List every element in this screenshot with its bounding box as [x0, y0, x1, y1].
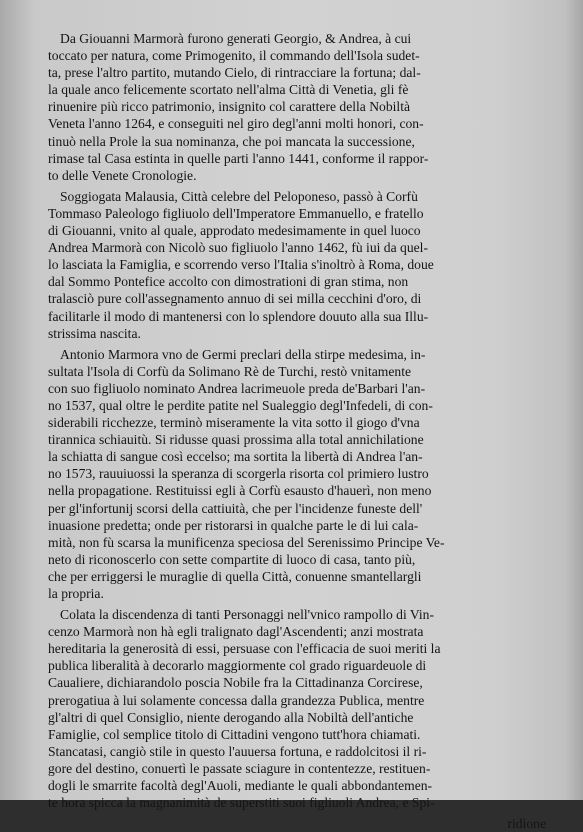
text-line: tirannica schiauitù. Si ridusse quasi prossima alla total annichilatione — [48, 432, 424, 448]
text-line: te hora spicca la magnanimità de superstiti suoi figliuoli Andrea, e Spi- — [48, 795, 435, 811]
text-line: mità, non fù scarsa la munificenza speciosa del Serenissimo Principe Ve- — [48, 534, 445, 550]
text-line: gl'altri di quel Consiglio, niente derogando alla Nobiltà dell'antiche — [48, 709, 414, 725]
text-line: prerogatiua à lui solamente concessa dalla grandezza Publica, mentre — [48, 692, 425, 708]
text-line: publica liberalità à decorarlo maggiormente col grado riguardeuole di — [48, 658, 427, 674]
text-line: lo lasciata la Famiglia, e scorrendo verso l'Italia s'inoltrò à Roma, doue — [48, 257, 434, 273]
text-line: Stancatasi, cangiò stile in questo l'auuersa fortuna, e raddolcitosi il ri- — [48, 743, 427, 759]
text-line: Tommaso Paleologo figliuolo dell'Imperatore Emmanuello, e fratello — [48, 205, 424, 221]
text-line: nella propagatione. Restituissi egli à Corfù esausto d'hauerì, non meno — [48, 483, 432, 499]
text-line: siderabili ricchezze, terminò miseramente la vita sotto il giogo d'vna — [48, 415, 420, 431]
text-line: facilitarle il modo di mantenersi con lo splendore douuto alla sua Illu- — [48, 308, 429, 324]
text-line: ta, prese l'altro partito, mutando Cielo, di rintracciare la fortuna; dal- — [48, 65, 421, 81]
text-line: to delle Venete Cronologie. — [48, 167, 197, 183]
text-line: no 1537, qual oltre le perdite patite nel Sualeggio degl'Infedeli, di con- — [48, 397, 433, 413]
text-line: di Giouanni, vnito al quale, approdato medesimamente in quel luoco — [48, 223, 421, 239]
text-line: dogli le smarrite facoltà degl'Auoli, mediante le quali abbondantemen- — [48, 778, 433, 794]
text-line: dal Sommo Pontefice accolto con dimostrationi di gran stima, non — [48, 274, 409, 290]
text-line: tralasciò pure coll'assegnamento annuo di sei milla cecchini d'oro, di — [48, 291, 422, 307]
text-line: Colata la discendenza di tanti Personaggi nell'vnico rampollo di Vin- — [60, 607, 434, 623]
text-line: Soggiogata Malausia, Città celebre del Peloponeso, passò à Corfù — [60, 188, 418, 204]
text-line: la schiatta di sangue così eccelso; ma sortita la libertà di Andrea l'an- — [48, 449, 423, 465]
text-line: toccato per natura, come Primogenito, il commando dell'Isola sudet- — [48, 48, 420, 64]
text-line: no 1573, rauuiuossi la speranza di scorgerla risorta col primiero lustro — [48, 466, 429, 482]
catchword: ridione — [507, 816, 546, 832]
paragraph-1 — [48, 30, 558, 184]
text-line: gore del destino, conuertì le passate sciagure in contentezze, restituen- — [48, 760, 431, 776]
text-line: Andrea Marmorà con Nicolò suo figliuolo l'anno 1462, fù iui da quel- — [48, 240, 428, 256]
text-line: rimase tal Casa estinta in quelle parti l'anno 1441, conforme il rappor- — [48, 150, 429, 166]
page-edge-shadow — [565, 0, 583, 800]
body-text — [48, 30, 558, 832]
text-line: che per erriggersi le muraglie di quella Città, conuenne smantellargli — [48, 568, 422, 584]
text-line: la propria. — [48, 586, 104, 601]
text-line: Da Giouanni Marmorà furono generati Georgio, & Andrea, à cui — [60, 31, 412, 46]
text-line: Famiglie, col semplice titolo di Cittadini vengono tutt'hora chiamati. — [48, 726, 421, 742]
text-line: inuasione predetta; onde per ristorarsi in qualche parte le di lui cala- — [48, 517, 419, 533]
text-line: la quale anco felicemente scortato nell'alma Città di Venetia, gli fè — [48, 82, 409, 98]
text-line: Antonio Marmora vno de Germi preclari della stirpe medesima, in- — [60, 346, 426, 362]
text-line: tinuò nella Prole la sua nominanza, che poi mancata la successione, — [48, 133, 415, 149]
text-line: neto di riconoscerlo con sette compartite di luoco di casa, tanto più, — [48, 551, 416, 567]
text-line: per gl'infortunij scorsi della cattiuità, che per l'incidenze funeste dell' — [48, 500, 423, 516]
text-line: Veneta l'anno 1264, e conseguiti nel giro degl'anni molti honori, con- — [48, 116, 424, 132]
text-line: sultata l'Isola di Corfù da Solimano Rè de Turchi, restò vnitamente — [48, 363, 412, 379]
paragraph-4 — [48, 606, 558, 811]
paragraph-2 — [48, 188, 558, 342]
text-line: Caualiere, dichiarandolo poscia Nobile fra la Cittadinanza Corcirese, — [48, 675, 423, 691]
text-line: con suo figliuolo nominato Andrea lacrimeuole preda de'Barbari l'an- — [48, 380, 426, 396]
text-line: hereditaria la generosità di essi, persuase con l'efficacia de suoi meriti la — [48, 641, 441, 657]
text-line: rinuenire più ricco patrimonio, insignito col carattere della Nobiltà — [48, 99, 410, 115]
text-line: cenzo Marmorà non hà egli tralignato dagl'Ascendenti; anzi mostrata — [48, 624, 424, 640]
paragraph-3 — [48, 346, 558, 602]
text-line: strissima nascita. — [48, 325, 141, 341]
